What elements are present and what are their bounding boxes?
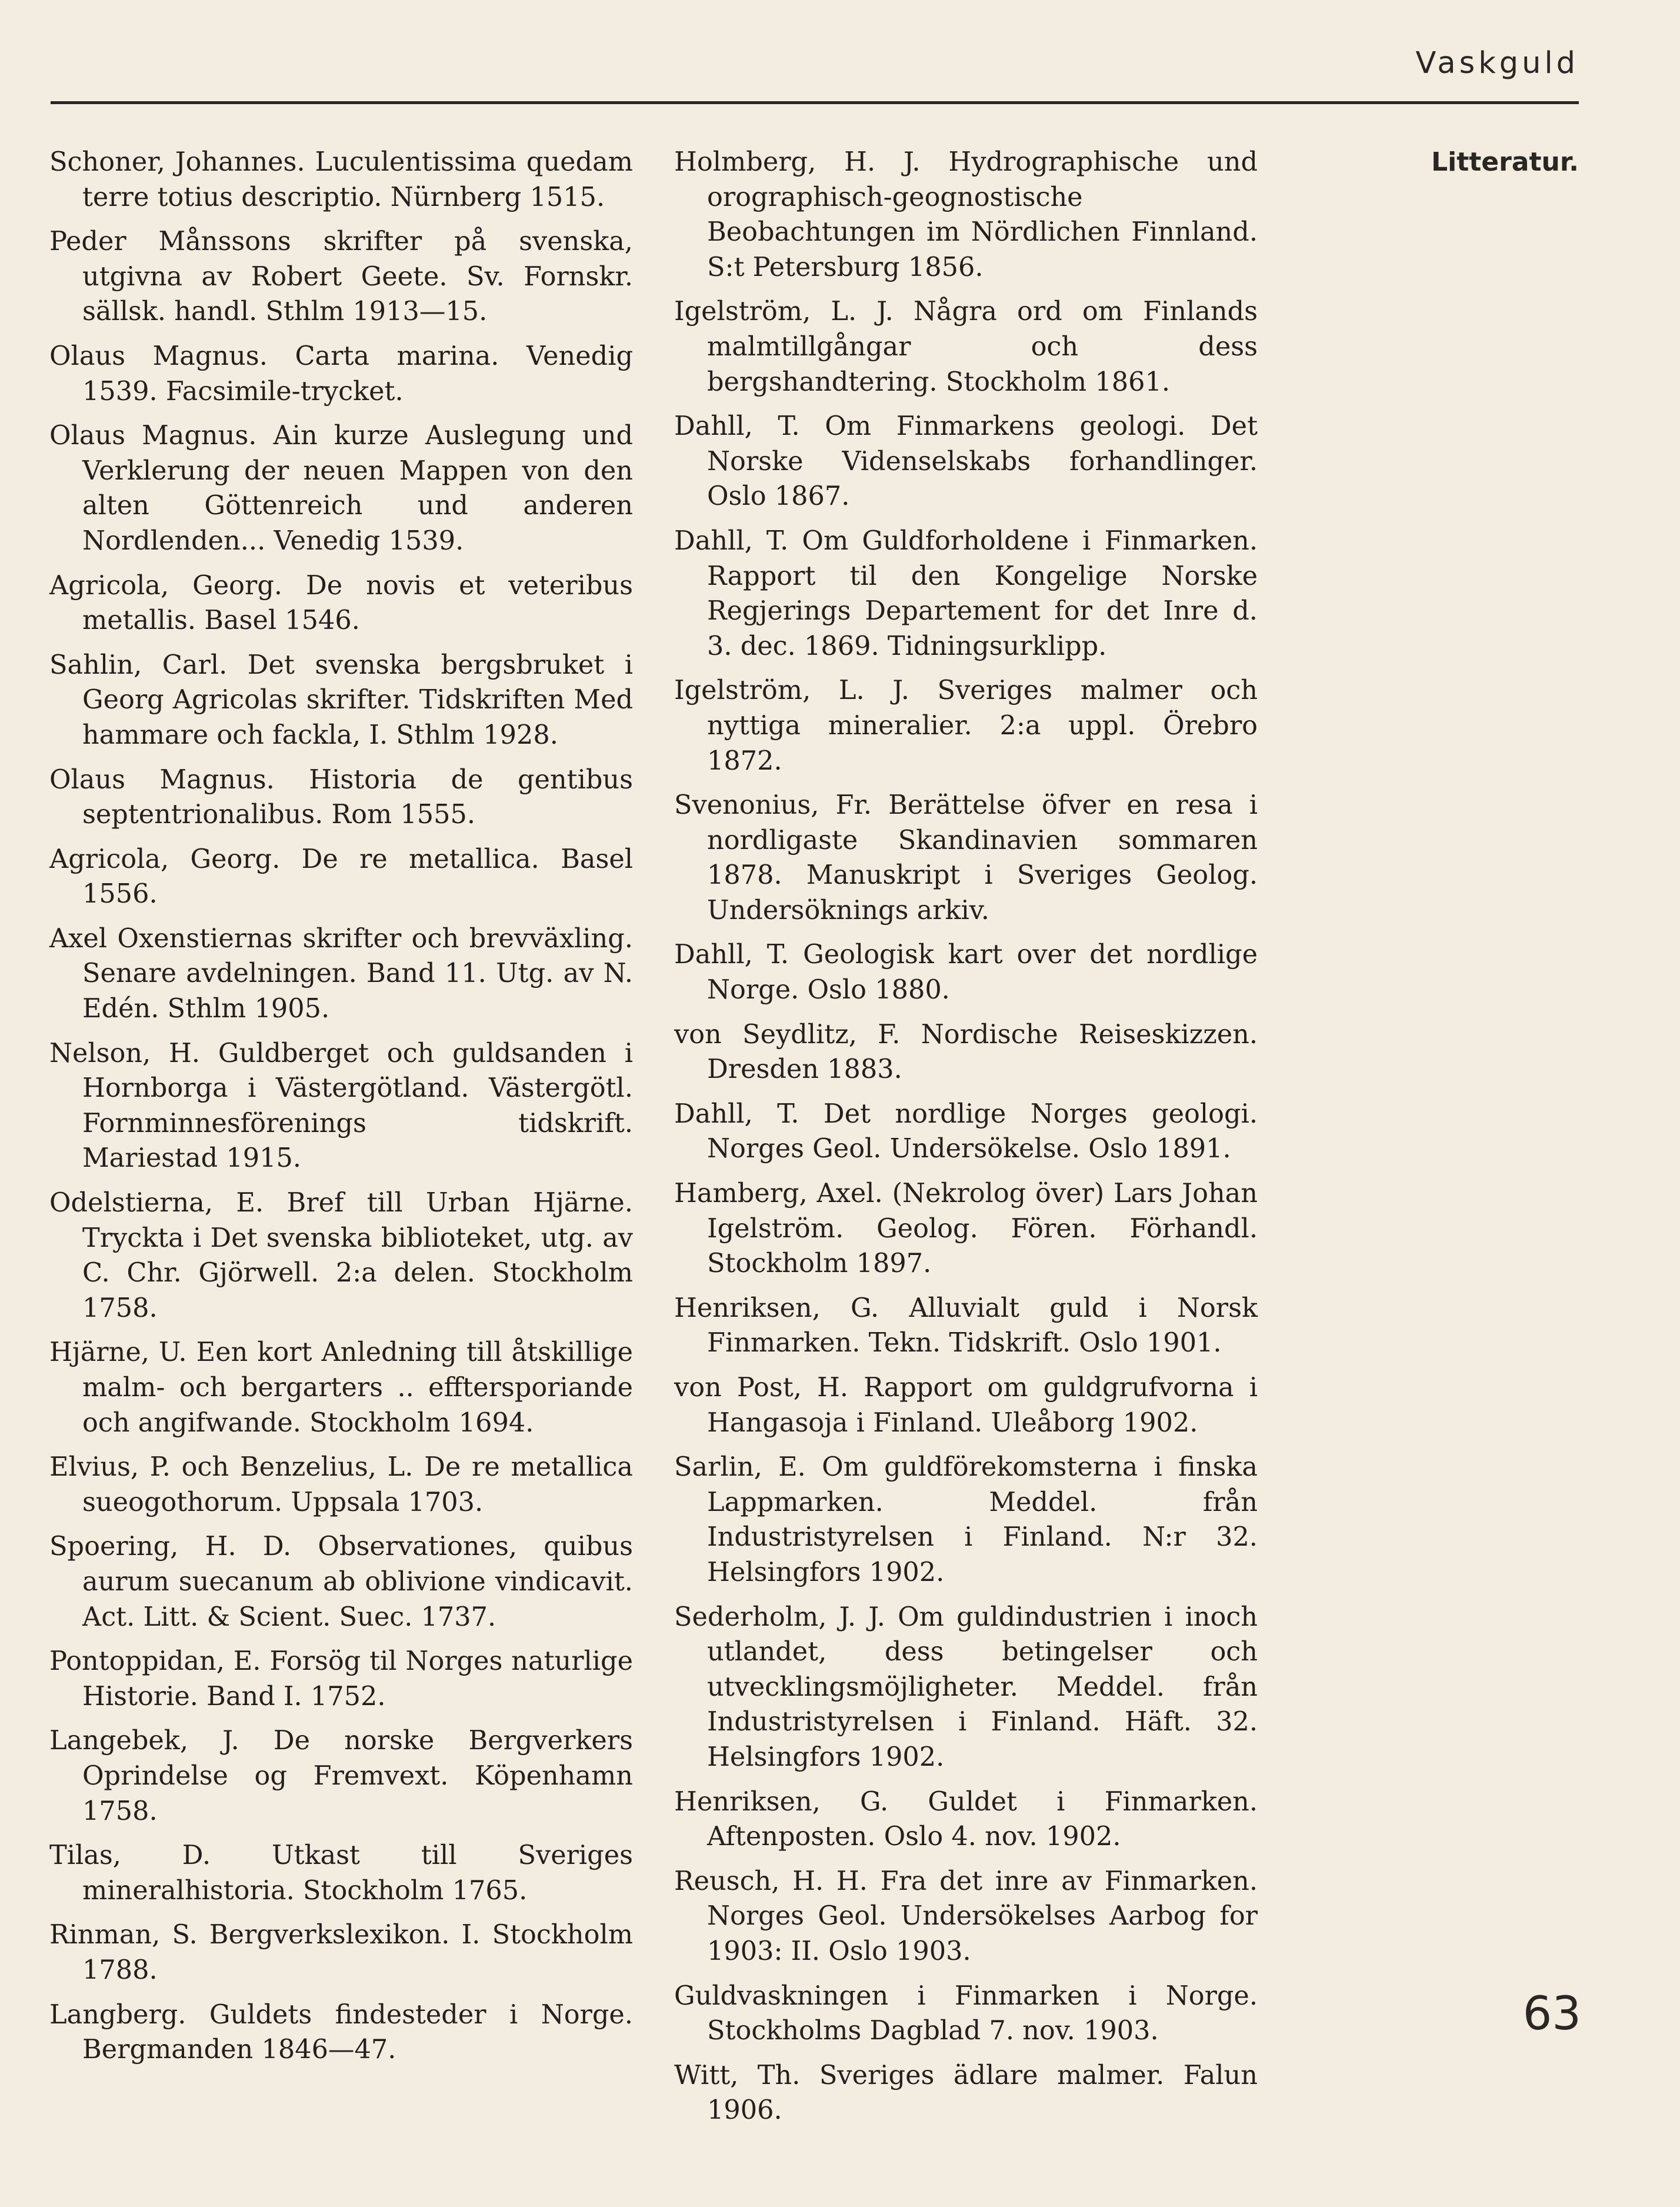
bibliography-entry: Olaus Magnus. Historia de gentibus septentrionalibus. Rom 1555. — [49, 764, 633, 830]
bibliography-entry: Olaus Magnus. Carta marina. Venedig 1539. Facsimile-trycket. — [49, 340, 633, 407]
bibliography-entry: Olaus Magnus. Ain kurze Auslegung und Verklerung der neuen Mappen von den alten Göttenreich und anderen Nordlenden... Venedig 1539. — [49, 420, 633, 556]
bibliography-entry: Langebek, J. De norske Bergverkers Oprindelse og Fremvext. Köpenhamn 1758. — [49, 1725, 633, 1826]
bibliography-entry: Dahll, T. Geologisk kart over det nordlige Norge. Oslo 1880. — [674, 939, 1258, 1006]
bibliography-entry: Axel Oxenstiernas skrifter och brevväxling. Senare avdelningen. Band 11. Utg. av N. Edén. Sthlm 1905. — [49, 923, 633, 1024]
bibliography-entry: Sahlin, Carl. Det svenska bergsbruket i Georg Agricolas skrifter. Tidskriften Med hammare och fackla, I. Sthlm 1928. — [49, 649, 633, 750]
bibliography-entry: Nelson, H. Guldberget och guldsanden i Hornborga i Västergötland. Västergötl. Fornminnesförenings tidskrift. Mariestad 1915. — [49, 1037, 633, 1174]
bibliography-entry: Pontoppidan, E. Forsög til Norges naturlige Historie. Band I. 1752. — [49, 1646, 633, 1712]
page-number: 63 — [1522, 1988, 1581, 2040]
bibliography-entry: Hjärne, U. Een kort Anledning till åtskillige malm- och bergarters .. efftersporiande och angifwande. Stockholm 1694. — [49, 1337, 633, 1438]
bibliography-entry: Dahll, T. Om Guldforholdene i Finmarken. Rapport til den Kongelige Norske Regjerings Departement for det Inre d. 3. dec. 1869. Tidningsurklipp. — [674, 525, 1258, 661]
bibliography-entry: Holmberg, H. J. Hydrographische und orographisch-geognostische Beobachtungen im Nördlichen Finnland. S:t Petersburg 1856. — [674, 147, 1258, 282]
bibliography-entry: Dahll, T. Om Finmarkens geologi. Det Norske Videnselskabs forhandlinger. Oslo 1867. — [674, 411, 1258, 512]
bibliography-entry: Sarlin, E. Om guldförekomsterna i finska Lappmarken. Meddel. från Industristyrelsen i Finland. N:r 32. Helsingfors 1902. — [674, 1452, 1258, 1587]
bibliography-entry: Reusch, H. H. Fra det inre av Finmarken. Norges Geol. Undersökelses Aarbog for 1903: II. Oslo 1903. — [674, 1865, 1258, 1966]
header-rule — [51, 101, 1579, 104]
bibliography-entry: Witt, Th. Sveriges ädlare malmer. Falun 1906. — [674, 2059, 1258, 2126]
bibliography-entry: Rinman, S. Bergverkslexikon. I. Stockholm 1788. — [49, 1919, 633, 1985]
bibliography-entry: Schoner, Johannes. Luculentissima quedam terre totius descriptio. Nürnberg 1515. — [49, 147, 633, 212]
bibliography-entry: Dahll, T. Det nordlige Norges geologi. Norges Geol. Undersökelse. Oslo 1891. — [674, 1098, 1258, 1164]
bibliography-entry: Peder Månssons skrifter på svenska, utgivna av Robert Geete. Sv. Fornskr. sällsk. handl. Sthlm 1913—15. — [49, 226, 633, 327]
bibliography-entry: Guldvaskningen i Finmarken i Norge. Stockholms Dagblad 7. nov. 1903. — [674, 1980, 1258, 2046]
bibliography-entry: Igelström, L. J. Sveriges malmer och nyttiga mineralier. 2:a uppl. Örebro 1872. — [674, 675, 1258, 776]
bibliography-entry: Henriksen, G. Guldet i Finmarken. Aftenposten. Oslo 4. nov. 1902. — [674, 1786, 1258, 1852]
bibliography-entry: Tilas, D. Utkast till Sveriges mineralhistoria. Stockholm 1765. — [49, 1840, 633, 1906]
bibliography-entry: Henriksen, G. Alluvialt guld i Norsk Finmarken. Tekn. Tidskrift. Oslo 1901. — [674, 1292, 1258, 1359]
bibliography-entry: Spoering, H. D. Observationes, quibus aurum suecanum ab oblivione vindicavit. Act. Litt. & Scient. Suec. 1737. — [49, 1531, 633, 1632]
bibliography-entry: Svenonius, Fr. Berättelse öfver en resa i nordligaste Skandinavien sommaren 1878. Manuskript i Sveriges Geolog. Undersöknings arkiv. — [674, 790, 1258, 926]
bibliography-entry: Agricola, Georg. De re metallica. Basel 1556. — [49, 843, 633, 910]
bibliography-entry: Agricola, Georg. De novis et veteribus metallis. Basel 1546. — [49, 570, 633, 636]
bibliography-entry: Elvius, P. och Benzelius, L. De re metallica sueogothorum. Uppsala 1703. — [49, 1452, 633, 1517]
running-head: Vaskguld — [1415, 46, 1579, 81]
bibliography-entry: Sederholm, J. J. Om guldindustrien i inoch utlandet, dess betingelser och utvecklingsmöjligheter. Meddel. från Industristyrelsen i Finland. Häft. 32. Helsingfors 1902. — [674, 1601, 1258, 1772]
bibliography-entry: Igelström, L. J. Några ord om Finlands malmtillgångar och dess bergshandtering. Stockholm 1861. — [674, 296, 1258, 397]
bibliography-entry: Odelstierna, E. Bref till Urban Hjärne. Tryckta i Det svenska biblioteket, utg. av C. Chr. Gjörwell. 2:a delen. Stockholm 1758. — [49, 1187, 633, 1323]
bibliography-entry: von Post, H. Rapport om guldgrufvorna i Hangasoja i Finland. Uleåborg 1902. — [674, 1372, 1258, 1438]
margin-section-label: Litteratur. — [1431, 147, 1579, 177]
bibliography-entry: von Seydlitz, F. Nordische Reiseskizzen. Dresden 1883. — [674, 1018, 1258, 1085]
bibliography-entry: Hamberg, Axel. (Nekrolog över) Lars Johan Igelström. Geolog. Fören. Förhandl. Stockholm 1897. — [674, 1178, 1258, 1279]
bibliography-right-column — [674, 145, 1258, 2138]
bibliography-left-column — [49, 145, 633, 2077]
bibliography-entry: Langberg. Guldets findesteder i Norge. Bergmanden 1846—47. — [49, 1999, 633, 2065]
